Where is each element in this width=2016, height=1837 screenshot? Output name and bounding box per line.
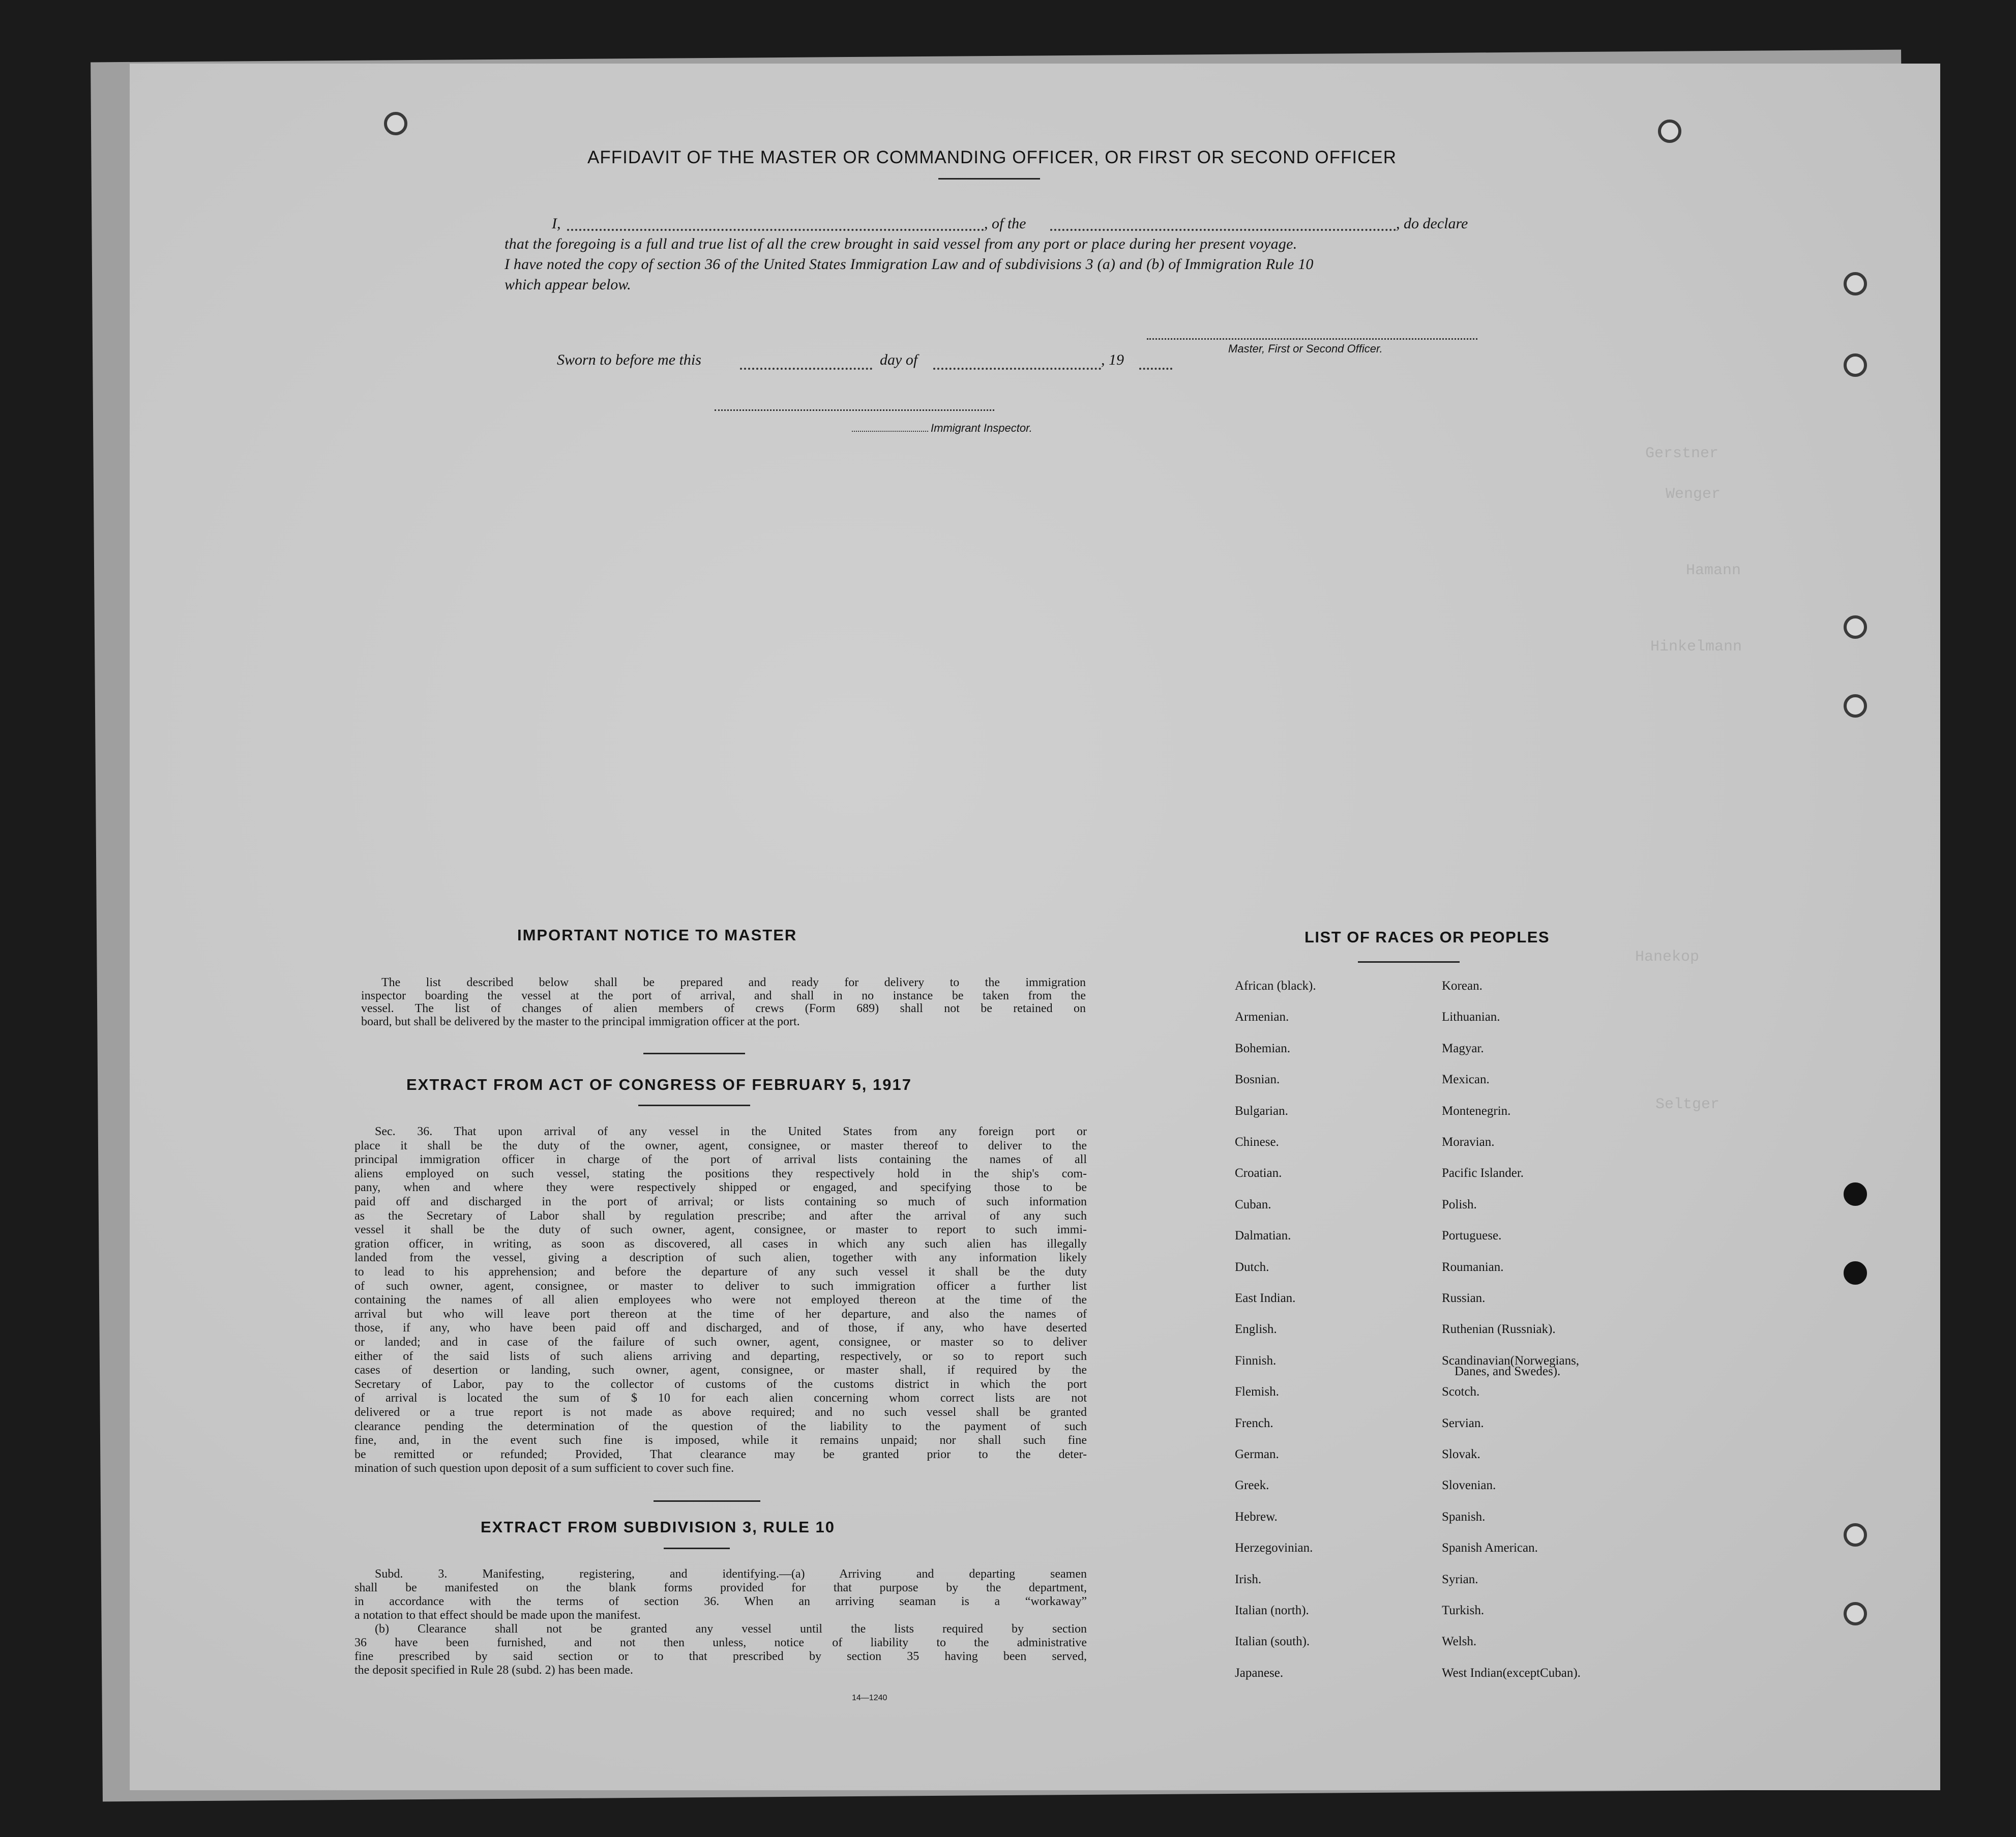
act-divider: [654, 1500, 760, 1502]
text-line: vessel it shall be the duty of such owner, agent, consignee, or master to report to such immi-: [354, 1223, 1087, 1237]
race-item: Croatian.: [1235, 1166, 1282, 1180]
act-extract-title: EXTRACT FROM ACT OF CONGRESS OF FEBRUARY 5, 1917: [406, 1076, 912, 1093]
sworn-text: Sworn to before me this: [557, 351, 701, 368]
race-item: Greek.: [1235, 1478, 1269, 1493]
text-line: or landed; and in case of the failure of such owner, agent, consignee, or master so to deliver: [354, 1336, 1087, 1349]
rule-extract-title: EXTRACT FROM SUBDIVISION 3, RULE 10: [481, 1518, 835, 1536]
text-line: containing the names of all alien employees who were not employed thereon at the time of the: [354, 1293, 1087, 1307]
race-item: Bosnian.: [1235, 1073, 1280, 1087]
race-item: Scandinavian(Norwegians,: [1442, 1353, 1580, 1368]
text-line: as the Secretary of Labor shall by regulation prescribe; and after the arrival of any such: [354, 1209, 1087, 1223]
affidavit-i: I,: [552, 215, 561, 232]
binder-hole: [1844, 1523, 1867, 1547]
affidavit-of-the: , of the: [984, 215, 1026, 232]
race-item: Portuguese.: [1442, 1229, 1502, 1243]
rule-title-rule: [664, 1548, 730, 1549]
race-item: Dutch.: [1235, 1260, 1269, 1274]
text-line: place it shall be the duty of the owner, agent, consignee, or master thereof to deliver to the: [354, 1139, 1087, 1152]
text-line: to lead to his apprehension; and before the departure of any such vessel it shall be the duty: [354, 1265, 1087, 1279]
race-item: Armenian.: [1235, 1010, 1289, 1024]
race-item: French.: [1235, 1416, 1273, 1430]
binder-hole: [1658, 120, 1681, 143]
binder-hole: [1844, 353, 1867, 377]
binder-hole: [1844, 1182, 1867, 1206]
text-line: in accordance with the terms of section 36. When an arriving seaman is a “workaway”: [354, 1595, 1087, 1608]
text-line: The list described below shall be prepared and ready for delivery to the immigration: [381, 976, 1086, 989]
race-item: Spanish.: [1442, 1509, 1486, 1524]
binder-hole: [1844, 1261, 1867, 1285]
affidavit-do-declare: , do declare: [1396, 215, 1468, 232]
race-item: Pacific Islander.: [1442, 1166, 1524, 1180]
text-line: (b) Clearance shall not be granted any vessel until the lists required by section: [375, 1622, 1087, 1636]
race-item: Danes, and Swedes).: [1455, 1365, 1561, 1378]
text-line: gration officer, in writing, as soon as discovered, all cases in which any such alien has illegally: [354, 1237, 1087, 1251]
race-item: Ruthenian (Russniak).: [1442, 1322, 1556, 1337]
race-item: Montenegrin.: [1442, 1104, 1511, 1118]
name-field[interactable]: [567, 229, 984, 231]
text-line: cases of desertion or landing, such owner, agent, consignee, or master shall, if required by the: [354, 1364, 1087, 1377]
text-line: those, if any, who have been paid off and discharged, and of those, if any, who have deserted: [354, 1321, 1087, 1335]
race-item: Irish.: [1235, 1572, 1262, 1586]
text-line: vessel. The list of changes of alien members of crews (Form 689) shall not be retained on: [361, 1002, 1086, 1015]
binder-hole: [384, 112, 407, 135]
affidavit-line2: that the foregoing is a full and true list of all the crew brought in said vessel from any port or place during her present voyage.: [505, 235, 1297, 252]
text-line: principal immigration officer in charge of the port of arrival lists containing the names of all: [354, 1153, 1087, 1167]
text-line: fine prescribed by said section or to that prescribed by section 35 having been served,: [354, 1650, 1087, 1663]
binder-hole: [1844, 615, 1867, 639]
race-item: Cuban.: [1235, 1197, 1271, 1211]
affidavit-line4: which appear below.: [505, 276, 631, 293]
race-item: West Indian(exceptCuban).: [1442, 1666, 1581, 1680]
race-item: Welsh.: [1442, 1635, 1477, 1649]
text-line: Secretary of Labor, pay to the collector of customs of the customs district in which the port: [354, 1377, 1087, 1391]
sworn-day-of: day of: [880, 351, 918, 368]
race-item: German.: [1235, 1447, 1279, 1461]
race-item: Japanese.: [1235, 1666, 1284, 1680]
text-line: delivered or a true report is not made as above required; and no such vessel shall be granted: [354, 1406, 1087, 1419]
race-item: Korean.: [1442, 979, 1483, 993]
notice-divider: [643, 1053, 745, 1054]
text-line: pany, when and where they were respectively shipped or engaged, and specifying those to be: [354, 1181, 1087, 1195]
text-line: shall be manifested on the blank forms provided for that purpose by the department,: [354, 1581, 1087, 1594]
race-item: Finnish.: [1235, 1353, 1277, 1368]
race-item: Dalmatian.: [1235, 1229, 1291, 1243]
form-page: Gerstner Wenger Hamann Hinkelmann Hanekop Seltger AFFIDAVIT OF THE MASTER OR COMMANDING OFFICER, OR FIRST OR SECOND OFFICER I, , of the , do declare that the foregoing is a full and true list of all the crew brought in said vessel from any port or place during her present voyage. I have noted the copy of section 36 of the United States Immigration Law and of subdivisions 3 (a) and (b) of Immigration Rule 10 which appear below. Master, First or Second Officer. Sworn to before me this day of , 19 Immigrant Inspector. IMPORTANT NOTICE TO MASTER EXTRACT FROM ACT OF CONGRESS OF FEBRUARY 5, 1917 EXTRACT FROM SUBDIVISION 3, RULE 10 14—1240 LIST OF RACES OR PEOPLES Danes, and Swedes). The list described below shall be prepared and ready for delivery to the immigration inspector boarding the vessel at the port of arrival, and shall in no instance be taken from the vessel. The list of changes of alien members of crews (Form 689) shall not be retained on board, but shall be delivered by the master to the principal immigration officer at the port. Sec. 36. That upon arrival of any vessel in the United States from any foreign port or place it shall be the duty of the owner, agent, consignee, or master thereof to deliver to the principal immigration officer in charge of the port of arrival lists containing the names of all aliens employed on such vessel, stating the positions they respectively hold in the ship's com- pany, when and where they were respectively shipped or engaged, and specifying those to be paid off and discharged in the port of arrival; or lists containing so much of such information as the Secretary of Labor shall by regulation prescribe; and after the arrival of any such vessel it shall be the duty of such owner, agent, consignee, or master to report to such immi- gration officer, in writing, as soon as discovered, all cases in which any such alien has illegally landed from the vessel, giving a description of such alien, together with any information likely to lead to his apprehension; and before the departure of any such vessel it shall be the duty of such owner, agent, consignee, or master to deliver to such immigration officer a further list containing the names of all alien employees who were not employed thereon at the time of the arrival but who will leave port thereon at the time of her departure, and also the names of those, if any, who have been paid off and discharged, and of those, if any, who have deserted or landed; and in case of the failure of such owner, agent, consignee, or master so to deliver either of the said lists of such aliens arriving and departing, respectively, or so to report such cases of desertion or landing, such owner, agent, consignee, or master shall, if required by the Secretary of Labor, pay to the collector of customs of the customs district in which the port of arrival is located the sum of $ 10 for each alien concerning whom correct lists are not delivered or a true report is not made as above required; and no such vessel shall be granted clearance pending the determination of the question of the liability to the payment of such fine, and, in the event such fine is imposed, while it remains unpaid; nor shall such fine be remitted or refunded; Provided, That clearance may be granted prior to the deter- mination of such question upon deposit of a sum sufficient to cover such fine. Subd. 3. Manifesting, registering, and identifying.—(a) Arriving and departing seamen shall be manifested on the blank forms provided for that purpose by the department, in accordance with the terms of section 36. When an arriving seaman is a “workaway” a notation to that effect should be made upon the manifest. (b) Clearance shall not be granted any vessel until the lists required by section 36 have been furnished, and not then unless, notice of liability to the administrative fine prescribed by said section or to that prescribed by section 35 having been served, the deposit specified in Rule 28 (subd. 2) has been made. African (black). Armenian. Bohemian. Bosnian. Bulgarian. Chinese. Croatian. Cuban. Dalmatian. Dutch. East Indian. English. Finnish. Flemish. French. German. Greek. Hebrew. Herzegovinian. Irish. Italian (north). Italian (south). Japanese. Korean. Lithuanian. Magyar. Mexican. Montenegrin. Moravian. Pacific Islander. Polish. Portuguese. Roumanian. Russian. Ruthenian (Russniak). Scandinavian(Norwegians, Scotch. Servian. Slovak. Slovenian. Spanish. Spanish American. Syrian. Turkish. Welsh. West Indian(exceptCuban).: [130, 64, 1940, 1790]
race-item: Spanish American.: [1442, 1541, 1538, 1555]
race-item: Scotch.: [1442, 1385, 1480, 1399]
text-line: board, but shall be delivered by the master to the principal immigration officer at the port.: [361, 1015, 800, 1028]
race-item: Lithuanian.: [1442, 1010, 1500, 1024]
race-item: Chinese.: [1235, 1135, 1279, 1149]
race-item: Bohemian.: [1235, 1041, 1291, 1055]
inspector-signature-field[interactable]: [715, 409, 994, 411]
text-line: fine, and, in the event such fine is imposed, while it remains unpaid; nor shall such fine: [354, 1434, 1087, 1447]
race-item: Magyar.: [1442, 1041, 1484, 1055]
race-item: Servian.: [1442, 1416, 1484, 1430]
affidavit-title-rule: [938, 178, 1040, 180]
text-line: of such owner, agent, consignee, or master to deliver to such immigration officer a further list: [354, 1279, 1087, 1293]
text-line: clearance pending the determination of the question of the liability to the payment of such: [354, 1419, 1087, 1433]
text-line: 36 have been furnished, and not then unless, notice of liability to the administrative: [354, 1636, 1087, 1649]
text-line: of arrival is located the sum of $ 10 for each alien concerning whom correct lists are not: [354, 1391, 1087, 1405]
race-item: Moravian.: [1442, 1135, 1495, 1149]
text-line: landed from the vessel, giving a description of such alien, together with any information likely: [354, 1251, 1087, 1265]
race-item: Roumanian.: [1442, 1260, 1504, 1274]
races-title-rule: [1358, 961, 1460, 963]
race-item: Herzegovinian.: [1235, 1541, 1313, 1555]
affidavit-title: AFFIDAVIT OF THE MASTER OR COMMANDING OFFICER, OR FIRST OR SECOND OFFICER: [587, 147, 1397, 167]
text-line: inspector boarding the vessel at the port of arrival, and shall in no instance be taken from the: [361, 989, 1086, 1002]
races-title: LIST OF RACES OR PEOPLES: [1305, 928, 1550, 946]
race-item: Mexican.: [1442, 1073, 1490, 1087]
race-item: Russian.: [1442, 1291, 1486, 1305]
act-title-rule: [638, 1105, 750, 1106]
race-item: East Indian.: [1235, 1291, 1296, 1305]
text-line: mination of such question upon deposit of a sum sufficient to cover such fine.: [354, 1462, 734, 1475]
text-line: either of the said lists of such aliens arriving and departing, respectively, or so to report such: [354, 1349, 1087, 1363]
signature-field[interactable]: [1147, 338, 1477, 340]
form-number: 14—1240: [852, 1694, 887, 1702]
binder-hole: [1844, 272, 1867, 295]
race-item: English.: [1235, 1322, 1277, 1337]
text-line: a notation to that effect should be made upon the manifest.: [354, 1609, 641, 1622]
race-item: Flemish.: [1235, 1385, 1279, 1399]
vessel-field[interactable]: [1050, 229, 1396, 231]
race-item: Slovak.: [1442, 1447, 1480, 1461]
sworn-day-field[interactable]: [740, 368, 872, 370]
race-item: Syrian.: [1442, 1572, 1478, 1586]
race-item: Polish.: [1442, 1197, 1477, 1211]
inspector-label: Immigrant Inspector.: [931, 422, 1032, 434]
text-line: be remitted or refunded; Provided, That clearance may be granted prior to the deter-: [354, 1447, 1087, 1461]
race-item: Bulgarian.: [1235, 1104, 1288, 1118]
text-line: Sec. 36. That upon arrival of any vessel in the United States from any foreign port or: [375, 1125, 1087, 1138]
sworn-month-field[interactable]: [933, 368, 1101, 370]
text-line: paid off and discharged in the port of arrival; or lists containing so much of such information: [354, 1195, 1087, 1208]
race-item: Slovenian.: [1442, 1478, 1496, 1493]
inspector-leader: [852, 431, 928, 432]
binder-hole: [1844, 694, 1867, 718]
race-item: Italian (south).: [1235, 1635, 1310, 1649]
binder-hole: [1844, 1602, 1867, 1625]
race-item: Hebrew.: [1235, 1509, 1278, 1524]
text-line: aliens employed on such vessel, stating the positions they respectively hold in the ship's com-: [354, 1167, 1087, 1180]
notice-title: IMPORTANT NOTICE TO MASTER: [517, 926, 797, 944]
text-line: Subd. 3. Manifesting, registering, and identifying.—(a) Arriving and departing seamen: [375, 1567, 1087, 1581]
text-line: arrival but who will leave port thereon at the time of her departure, and also the names of: [354, 1307, 1087, 1321]
sworn-year-prefix: , 19: [1101, 351, 1124, 368]
race-item: African (black).: [1235, 979, 1316, 993]
race-item: Italian (north).: [1235, 1604, 1309, 1617]
sworn-year-field[interactable]: [1139, 368, 1172, 370]
text-line: the deposit specified in Rule 28 (subd. 2) has been made.: [354, 1664, 633, 1677]
race-item: Turkish.: [1442, 1604, 1485, 1617]
signature-label: Master, First or Second Officer.: [1228, 342, 1383, 355]
affidavit-line3: I have noted the copy of section 36 of the United States Immigration Law and of subdivisions 3 (a) and (b) of Immigration Rule 10: [505, 256, 1314, 273]
